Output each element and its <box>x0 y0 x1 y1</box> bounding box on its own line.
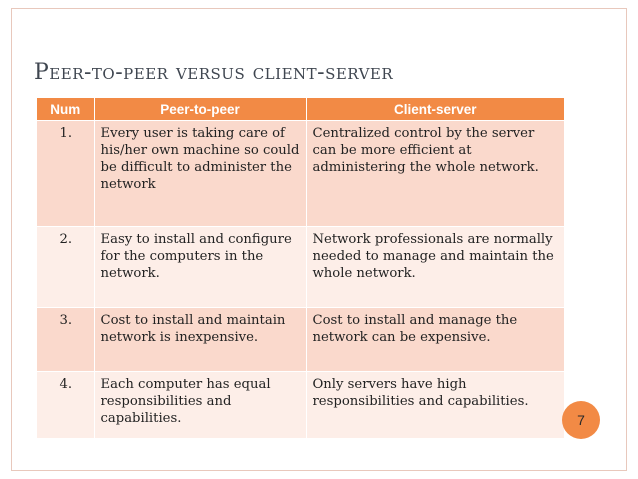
comparison-table <box>37 98 564 438</box>
row-number: 4. <box>37 372 94 438</box>
client-server-cell: Cost to install and manage the network can be expensive. <box>306 308 564 372</box>
row-number: 2. <box>37 227 94 308</box>
peer-to-peer-cell: Easy to install and configure for the computers in the network. <box>94 227 306 308</box>
row-number: 3. <box>37 308 94 372</box>
client-server-cell: Only servers have high responsibilities and capabilities. <box>306 372 564 438</box>
client-server-cell: Centralized control by the server can be more efficient at administering the whole network. <box>306 121 564 227</box>
table-row <box>37 121 564 227</box>
table-header-row <box>37 98 564 121</box>
client-server-cell: Network professionals are normally needed to manage and maintain the whole network. <box>306 227 564 308</box>
header-client-server: Client-server <box>306 98 564 121</box>
table-row <box>37 308 564 372</box>
table-row <box>37 372 564 438</box>
peer-to-peer-cell: Cost to install and maintain network is inexpensive. <box>94 308 306 372</box>
page-number-badge: 7 <box>562 401 600 439</box>
row-number: 1. <box>37 121 94 227</box>
slide-title: Peer-to-peer versus client-server <box>34 60 394 85</box>
header-peer-to-peer: Peer-to-peer <box>94 98 306 121</box>
header-num: Num <box>37 98 94 121</box>
peer-to-peer-cell: Each computer has equal responsibilities and capabilities. <box>94 372 306 438</box>
table-row <box>37 227 564 308</box>
peer-to-peer-cell: Every user is taking care of his/her own machine so could be difficult to administer the network <box>94 121 306 227</box>
